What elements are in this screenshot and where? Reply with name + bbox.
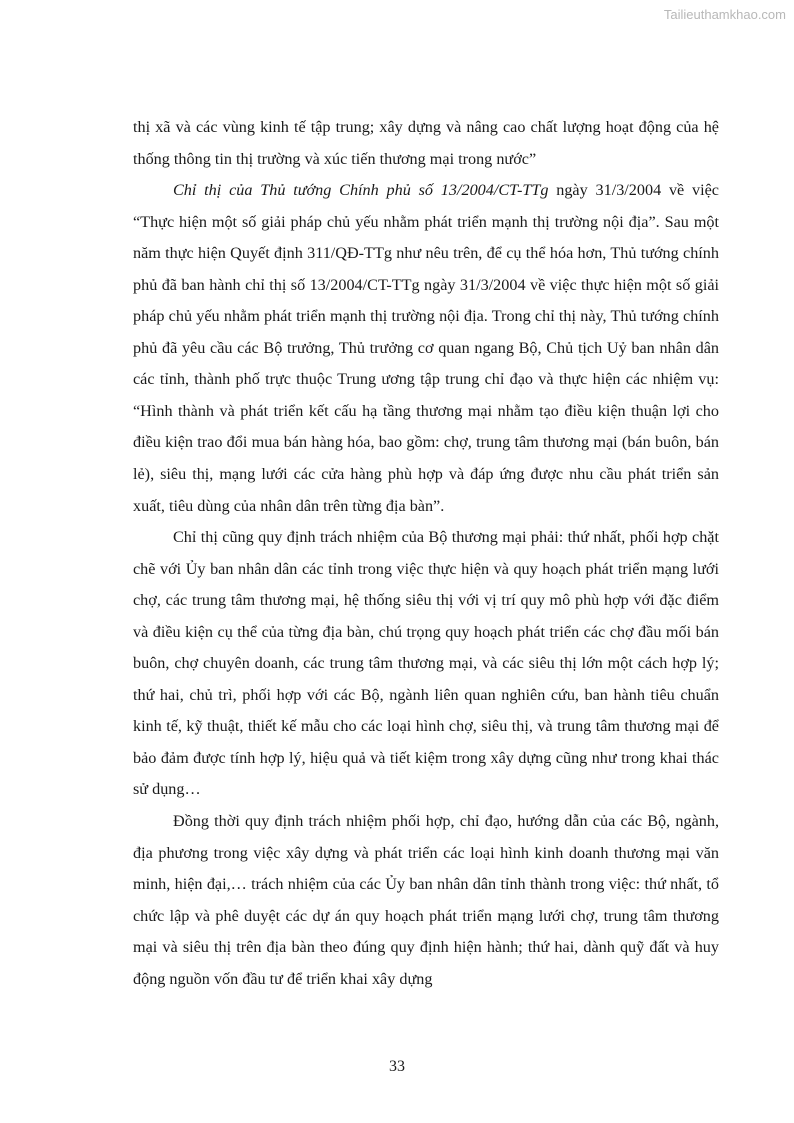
- citation-title: Chỉ thị của Thủ tướng Chính phủ số 13/2004/CT-TTg: [173, 181, 549, 200]
- paragraph-2: [133, 175, 719, 522]
- paragraph-1: thị xã và các vùng kinh tế tập trung; xây dựng và nâng cao chất lượng hoạt động của hệ thống thông tin thị trường và xúc tiến thương mại trong nước”: [133, 118, 719, 168]
- paragraph-4: Đồng thời quy định trách nhiệm phối hợp, chỉ đạo, hướng dẫn của các Bộ, ngành, địa phương trong việc xây dựng và phát triển các loại hình kinh doanh thương mại văn minh, hiện đại,… trách nhiệm của các Ủy ban nhân dân tỉnh thành trong việc: thứ nhất, tổ chức lập và phê duyệt các dự án quy hoạch phát triển mạng lưới chợ, trung tâm thương mại và siêu thị trên địa bàn theo đúng quy định hiện hành; thứ hai, dành quỹ đất và huy động nguồn vốn đầu tư để triển khai xây dựng: [133, 812, 719, 988]
- watermark-text: Tailieuthamkhao.com: [663, 7, 786, 22]
- paragraph-3: Chỉ thị cũng quy định trách nhiệm của Bộ thương mại phải: thứ nhất, phối hợp chặt chẽ với Ủy ban nhân dân các tỉnh trong việc thực hiện và quy hoạch phát triển mạng lưới chợ, các trung tâm thương mại, hệ thống siêu thị với vị trí quy mô phù hợp với đặc điểm và điều kiện cụ thể của từng địa bàn, chú trọng quy hoạch phát triển các chợ đầu mối bán buôn, chợ chuyên doanh, các trung tâm thương mại, và các siêu thị lớn một cách hợp lý; thứ hai, chủ trì, phối hợp với các Bộ, ngành liên quan nghiên cứu, ban hành tiêu chuẩn kinh tế, kỹ thuật, thiết kế mẫu cho các loại hình chợ, siêu thị, và trung tâm thương mại để bảo đảm được tính hợp lý, hiệu quả và tiết kiệm trong xây dựng cũng như trong khai thác sử dụng…: [133, 528, 719, 799]
- paragraph-2-text: ngày 31/3/2004 về việc “Thực hiện một số giải pháp chủ yếu nhằm phát triển mạnh thị trường nội địa”. Sau một năm thực hiện Quyết định 311/QĐ-TTg như nêu trên, để cụ thể hóa hơn, Thủ tướng chính phủ đã ban hành chỉ thị số 13/2004/CT-TTg ngày 31/3/2004 về việc thực hiện một số giải pháp chủ yếu nhằm phát triển mạnh thị trường nội địa. Trong chỉ thị này, Thủ tướng chính phủ đã yêu cầu các Bộ trưởng, Thủ trưởng cơ quan ngang Bộ, Chủ tịch Uỷ ban nhân dân các tỉnh, thành phố trực thuộc Trung ương tập trung chỉ đạo và thực hiện các nhiệm vụ: “Hình thành và phát triển kết cấu hạ tầng thương mại nhằm tạo điều kiện thuận lợi cho điều kiện trao đổi mua bán hàng hóa, bao gồm: chợ, trung tâm thương mại (bán buôn, bán lẻ), siêu thị, mạng lưới các cửa hàng phù hợp và đáp ứng được nhu cầu phát triển sản xuất, tiêu dùng của nhân dân trên từng địa bàn”.: [133, 181, 719, 515]
- page-number: 33: [389, 1058, 405, 1075]
- document-body: [133, 112, 719, 995]
